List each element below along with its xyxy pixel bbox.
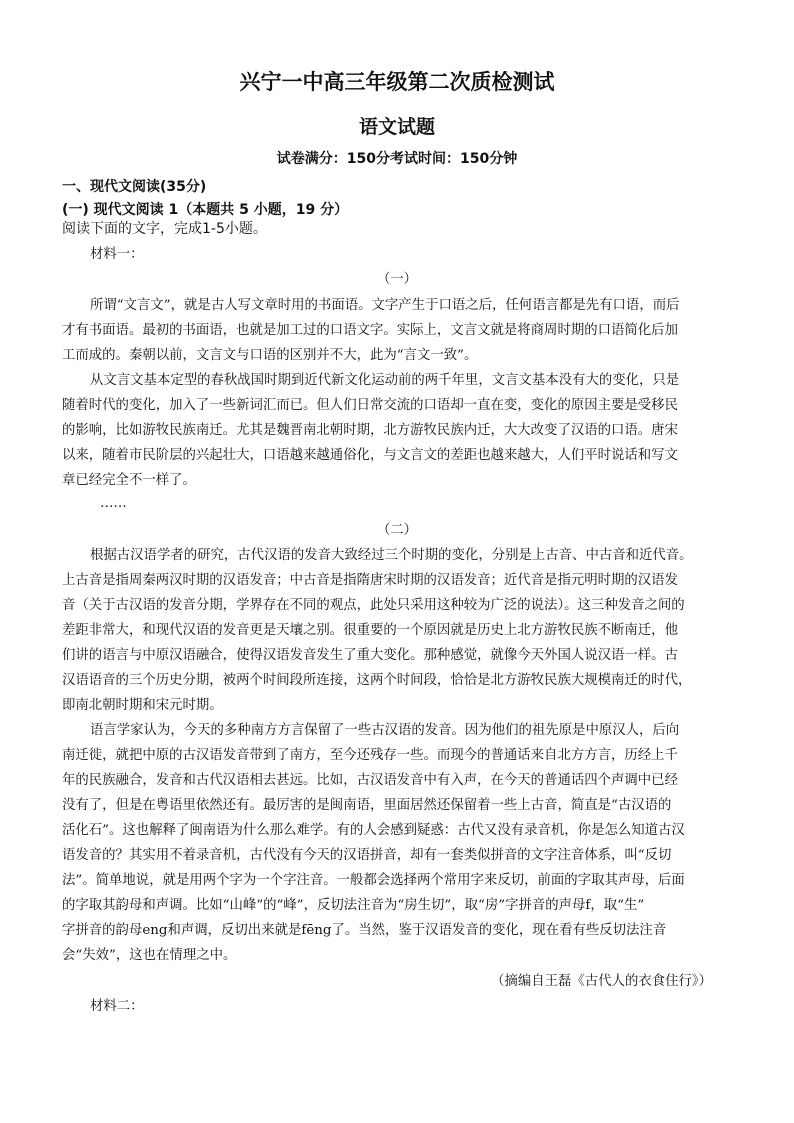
paragraph-line: 章已经完全不一样了。 xyxy=(62,473,196,488)
paragraph-line: 字拼音的韵母eng和声调，反切出来就是fēng了。当然，鉴于汉语发音的变化，现在看有些反切法注音 xyxy=(62,923,667,938)
paragraph-line: 会“失效”，这也在情理之中。 xyxy=(62,948,237,963)
part-label: （一） xyxy=(376,272,418,287)
paragraph-line: 汉语语音的三个历史分期，被两个时间段所连接，这两个时间段，恰恰是北方游牧民族大规模南迁的时代， xyxy=(62,673,692,688)
instruction: 阅读下面的文字，完成1-5小题。 xyxy=(62,221,267,237)
paragraph-line: 语发音的？其实用不着录音机，古代没有今天的汉语拼音，却有一套类似拼音的文字注音体系，叫“反切 xyxy=(62,848,672,863)
paragraph-line: 以来，随着市民阶层的兴起壮大，口语越来越通俗化，与文言文的差距也越来越大，人们平时说话和写文 xyxy=(62,448,678,463)
material-label: 材料一： xyxy=(90,247,144,262)
paragraph-line: 的字取其韵母和声调。比如“山峰”的“峰”，反切法注音为“房生切”，取“房”字拼音的声母f，取“生” xyxy=(62,898,645,913)
part-label: （二） xyxy=(376,523,418,538)
paragraph-line: 所谓“文言文”，就是古人写文章时用的书面语。文字产生于口语之后，任何语言都是先有口语，而后 xyxy=(90,298,680,313)
paragraph-line: 从文言文基本定型的春秋战国时期到近代新文化运动前的两千年里，文言文基本没有大的变化，只是 xyxy=(90,373,680,388)
paragraph-line: 根据古汉语学者的研究，古代汉语的发音大致经过三个时期的变化，分别是上古音、中古音和近代音。 xyxy=(90,548,693,563)
exam-info: 试卷满分：150分考试时间：150分钟 xyxy=(276,151,518,167)
paragraph-line: 的影响，比如游牧民族南迁。尤其是魏晋南北朝时期，北方游牧民族内迁，大大改变了汉语的口语。唐宋 xyxy=(62,423,678,438)
paragraph-line: 活化石”。这也解释了闽南语为什么那么难学。有的人会感到疑惑：古代又没有录音机，你是怎么知道古汉 xyxy=(62,823,685,838)
paragraph-line: 语言学家认为，今天的多种南方方言保留了一些古汉语的发音。因为他们的祖先原是中原汉人，后向 xyxy=(90,723,680,738)
paragraph-line: 没有了，但是在粤语里依然还有。最厉害的是闽南语，里面居然还保留着一些上古音，简直是“古汉语的 xyxy=(62,798,672,813)
section-heading: 一、现代文阅读(35分) xyxy=(62,179,207,195)
paragraph-line: 差距非常大，和现代汉语的发音更是天壤之别。很重要的一个原因就是历史上北方游牧民族不断南迁，他 xyxy=(62,623,678,638)
paragraph-line: 年的民族融合，发音和古代汉语相去甚远。比如，古汉语发音中有入声，在今天的普通话四个声调中已经 xyxy=(62,773,678,788)
paragraph-line: 上古音是指周秦两汉时期的汉语发音；中古音是指隋唐宋时期的汉语发音；近代音是指元明时期的汉语发 xyxy=(62,573,678,588)
paragraph-line: 工而成的。秦朝以前，文言文与口语的区别并不大，此为“言文一致”。 xyxy=(62,348,478,363)
document-title: 兴宁一中高三年级第二次质检测试 xyxy=(239,70,555,94)
paragraph-line: 南迁徙，就把中原的古汉语发音带到了南方，至今还残存一些。而现今的普通话来自北方方言，历经上千 xyxy=(62,748,678,763)
paragraph-line: 们讲的语言与中原汉语融合，使得汉语发音发生了重大变化。那种感觉，就像今天外国人说汉语一样。古 xyxy=(62,648,678,663)
paragraph-line: 音（关于古汉语的发音分期，学界存在不同的观点，此处只采用这种较为广泛的说法）。这三种发音之间的 xyxy=(62,598,685,613)
paragraph-line: 才有书面语。最初的书面语，也就是加工过的口语文字。实际上，文言文就是将商周时期的口语简化后加 xyxy=(62,323,678,338)
subsection-heading: (一) 现代文阅读 1（本题共 5 小题，19 分） xyxy=(62,202,349,218)
source-citation: （摘编自王磊《古代人的衣食住行》） xyxy=(491,974,712,989)
ellipsis: …… xyxy=(100,496,127,511)
paragraph-line: 法”。简单地说，就是用两个字为一个字注音。一般都会选择两个常用字来反切，前面的字取其声母，后面 xyxy=(62,873,685,888)
paragraph-line: 随着时代的变化，加入了一些新词汇而已。但人们日常交流的口语却一直在变，变化的原因主要是受移民 xyxy=(62,398,678,413)
document-subtitle: 语文试题 xyxy=(358,116,435,138)
material-label: 材料二： xyxy=(90,999,144,1014)
paragraph-line: 即南北朝时期和宋元时期。 xyxy=(62,698,223,713)
